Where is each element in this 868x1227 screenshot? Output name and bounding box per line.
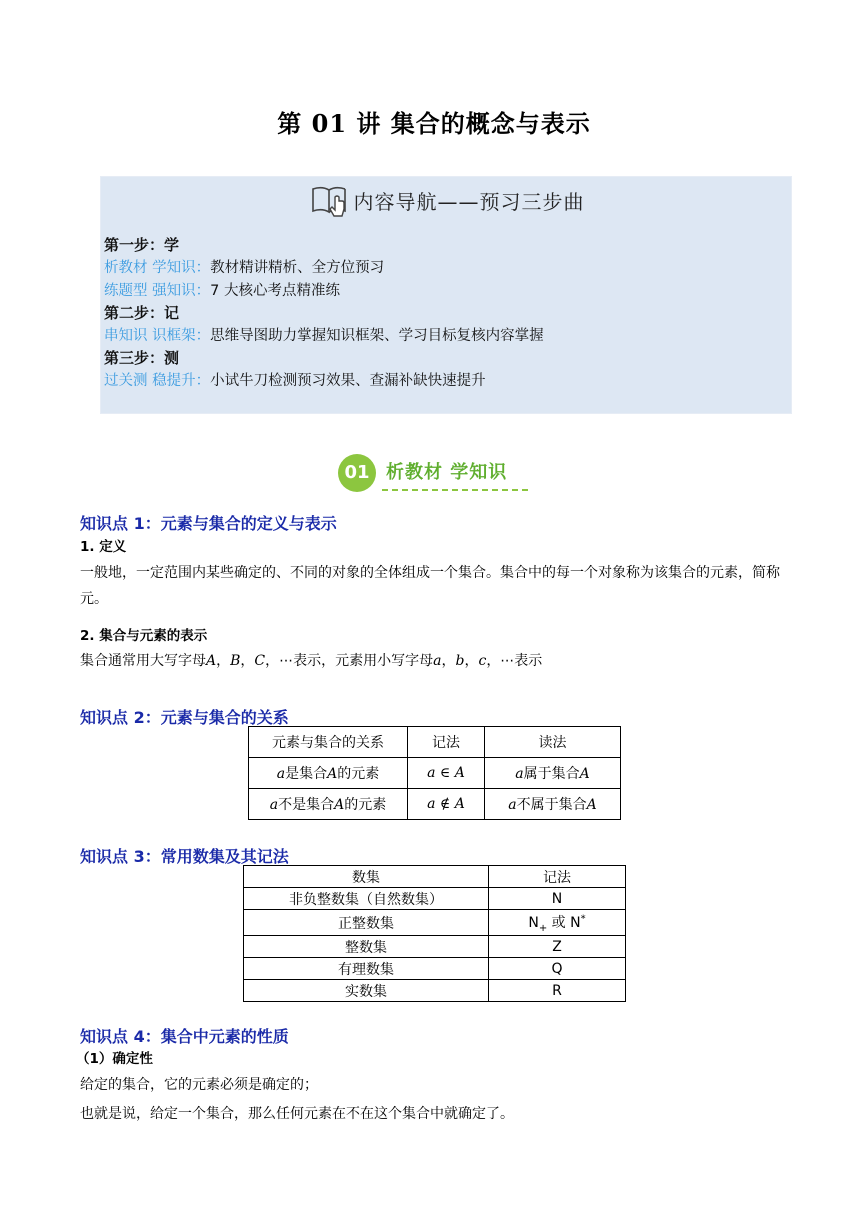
math-symbol: A bbox=[586, 797, 597, 813]
table-cell bbox=[485, 789, 621, 820]
text-part: 属于集合 bbox=[523, 766, 580, 782]
step-label: 第二步：记 bbox=[104, 304, 180, 322]
math-symbol: A bbox=[327, 766, 338, 782]
nav-item-key: 析教材 学知识： bbox=[104, 260, 211, 276]
kp3-title: 知识点 3：常用数集及其记法 bbox=[80, 847, 289, 866]
book-pointer-icon bbox=[310, 183, 350, 224]
table-cell bbox=[249, 758, 408, 789]
nav-step-3 bbox=[104, 348, 179, 369]
nav-item-framework bbox=[104, 326, 544, 346]
kp4-sub-determinacy: （1）确定性 bbox=[76, 1051, 153, 1067]
table-header: 数集 bbox=[244, 866, 489, 888]
table-header: 记法 bbox=[489, 866, 626, 888]
text-part: 不属于集合 bbox=[516, 797, 587, 813]
math-symbol: A bbox=[334, 797, 345, 813]
table-header-row bbox=[249, 727, 621, 758]
text-part: ， bbox=[464, 653, 479, 669]
content-navigation-box bbox=[100, 176, 792, 414]
nav-item-desc: 教材精讲精析、全方位预习 bbox=[210, 260, 385, 276]
text-part: 的元素 bbox=[344, 797, 387, 813]
table-header: 记法 bbox=[408, 727, 485, 758]
table-cell: 非负整数集（自然数集） bbox=[244, 888, 489, 910]
text-part: + bbox=[538, 922, 548, 934]
nav-step-2 bbox=[104, 303, 179, 324]
text-part: N bbox=[570, 914, 581, 931]
table-row bbox=[244, 888, 626, 910]
math-symbol: c bbox=[478, 653, 487, 669]
kp4-line-2: 也就是说，给定一个集合，那么任何元素在不在这个集合中就确定了。 bbox=[80, 1106, 514, 1122]
table-row bbox=[244, 958, 626, 980]
table-header-row bbox=[244, 866, 626, 888]
math-symbol: A bbox=[206, 653, 217, 669]
nav-heading bbox=[101, 183, 793, 224]
page-title: 第 01 讲 集合的概念与表示 bbox=[277, 109, 591, 138]
math-symbol: a bbox=[508, 797, 517, 813]
table-cell: a ∈ A bbox=[408, 758, 485, 789]
kp4-line-1: 给定的集合，它的元素必须是确定的； bbox=[80, 1077, 318, 1093]
text-part: * bbox=[580, 912, 586, 924]
math-symbol: b bbox=[455, 653, 465, 669]
nav-item-desc: 思维导图助力掌握知识框架、学习目标复核内容掌握 bbox=[210, 328, 544, 344]
kp1-sub-definition: 1. 定义 bbox=[80, 539, 127, 555]
text-part: ， bbox=[216, 653, 231, 669]
nav-heading-text: 内容导航——预习三步曲 bbox=[353, 190, 585, 214]
section-badge bbox=[338, 454, 528, 492]
table-cell: R bbox=[489, 980, 626, 1002]
table-cell: N bbox=[489, 888, 626, 910]
table-cell: 整数集 bbox=[244, 936, 489, 958]
step-label: 第一步：学 bbox=[104, 236, 180, 254]
kp1-definition-text: 一般地，一定范围内某些确定的、不同的对象的全体组成一个集合。集合中的每一个对象称为该集合的元素，简称元。 bbox=[80, 565, 780, 607]
math-symbol: a bbox=[515, 766, 524, 782]
text-part: 不是集合 bbox=[278, 797, 335, 813]
table-header: 读法 bbox=[485, 727, 621, 758]
nav-item-key: 过关测 稳提升： bbox=[104, 373, 211, 389]
nav-step-1 bbox=[104, 235, 179, 256]
table-row bbox=[244, 980, 626, 1002]
dashed-underline bbox=[382, 489, 528, 491]
kp2-title: 知识点 2：元素与集合的关系 bbox=[80, 708, 289, 727]
table-row bbox=[249, 758, 621, 789]
math-symbol: B bbox=[230, 653, 241, 669]
table-cell: 正整数集 bbox=[244, 910, 489, 936]
section-number: 01 bbox=[338, 454, 376, 492]
number-sets-table bbox=[243, 865, 626, 1002]
element-relation-table bbox=[248, 726, 621, 820]
table-row bbox=[244, 936, 626, 958]
nav-item-desc: 小试牛刀检测预习效果、查漏补缺快速提升 bbox=[210, 373, 486, 389]
nav-item-key: 练题型 强知识： bbox=[104, 283, 211, 299]
math-symbol: C bbox=[254, 653, 266, 669]
nav-item-key: 串知识 识框架： bbox=[104, 328, 211, 344]
text-part: ，⋯表示，元素用小写字母 bbox=[265, 653, 434, 669]
table-cell: 有理数集 bbox=[244, 958, 489, 980]
nav-item-desc: 7 大核心考点精准练 bbox=[210, 283, 340, 299]
text-part: ， bbox=[441, 653, 456, 669]
table-cell bbox=[485, 758, 621, 789]
table-cell: 实数集 bbox=[244, 980, 489, 1002]
text-part: 的元素 bbox=[337, 766, 380, 782]
math-symbol: a bbox=[269, 797, 279, 813]
table-cell: Q bbox=[489, 958, 626, 980]
table-cell bbox=[249, 789, 408, 820]
kp1-representation-text bbox=[80, 648, 795, 674]
math-symbol: a bbox=[433, 653, 442, 669]
table-cell: Z bbox=[489, 936, 626, 958]
nav-item-test bbox=[104, 371, 486, 391]
text-part: ，⋯表示 bbox=[486, 653, 543, 669]
text-part: N bbox=[528, 914, 539, 931]
kp1-title: 知识点 1：元素与集合的定义与表示 bbox=[80, 514, 337, 533]
nav-item-analyze bbox=[104, 258, 384, 278]
table-cell: a ∉ A bbox=[408, 789, 485, 820]
text-part: 集合通常用大写字母 bbox=[80, 653, 206, 669]
text-part: 或 bbox=[547, 914, 571, 931]
nav-item-practice bbox=[104, 281, 340, 301]
step-label: 第三步：测 bbox=[104, 349, 180, 367]
section-title: 析教材 学知识 bbox=[386, 462, 508, 483]
kp4-title: 知识点 4：集合中元素的性质 bbox=[80, 1027, 289, 1046]
math-symbol: a bbox=[276, 766, 286, 782]
text-part: ， bbox=[240, 653, 255, 669]
table-row bbox=[249, 789, 621, 820]
text-part: 是集合 bbox=[285, 766, 328, 782]
table-row bbox=[244, 910, 626, 936]
table-cell bbox=[489, 910, 626, 936]
kp1-sub-representation: 2. 集合与元素的表示 bbox=[80, 628, 208, 644]
table-header: 元素与集合的关系 bbox=[249, 727, 408, 758]
math-symbol: A bbox=[579, 766, 590, 782]
